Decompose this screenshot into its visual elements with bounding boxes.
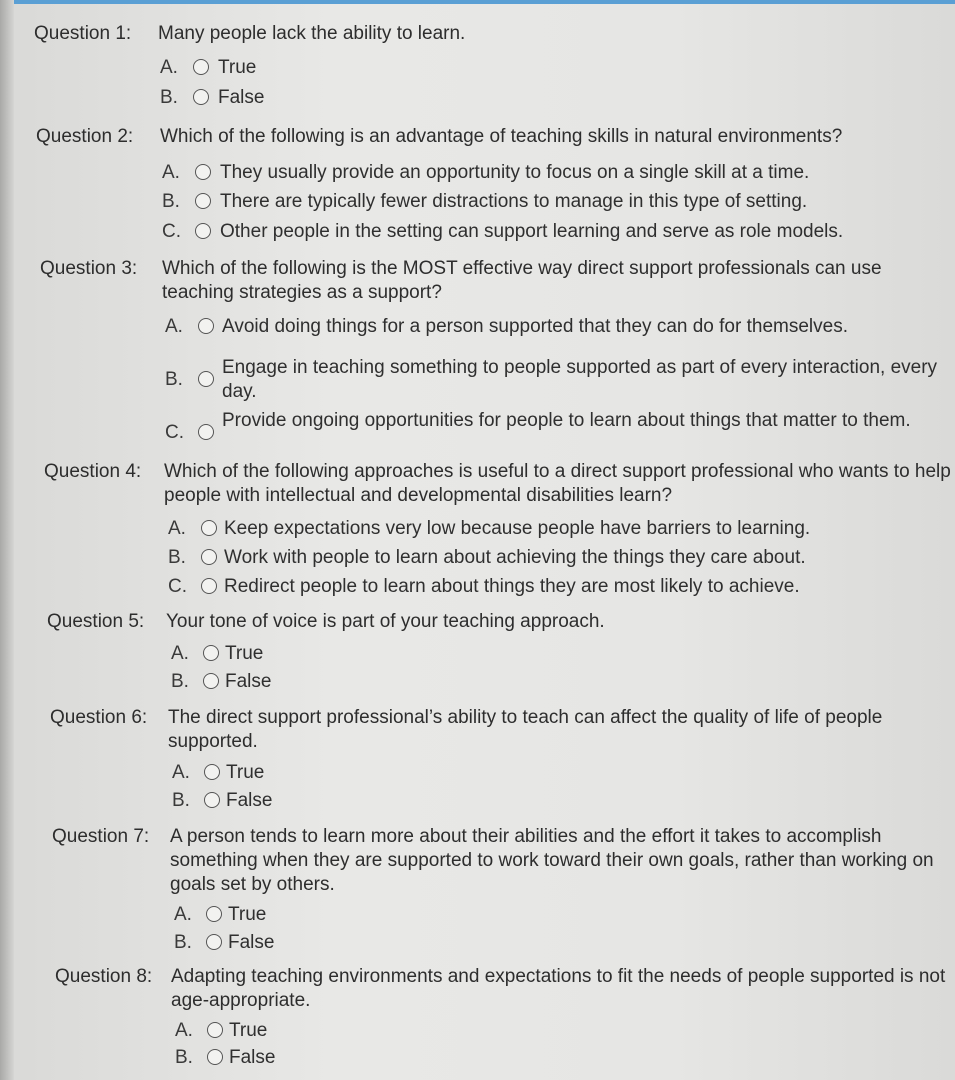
radio-button[interactable] <box>193 89 209 105</box>
answer-option-b[interactable] <box>175 1046 935 1070</box>
radio-button[interactable] <box>198 424 214 440</box>
option-letter: A. <box>160 57 178 78</box>
radio-button[interactable] <box>195 193 211 209</box>
option-letter: A. <box>162 162 180 183</box>
answer-option-a[interactable] <box>160 56 920 80</box>
radio-button[interactable] <box>198 318 214 334</box>
question-text: Your tone of voice is part of your teaching approach. <box>166 611 605 632</box>
option-letter: A. <box>168 518 186 539</box>
option-label: Work with people to learn about achieving the things they care about. <box>224 547 806 568</box>
radio-button[interactable] <box>207 1049 223 1065</box>
answer-option-a[interactable] <box>171 642 931 666</box>
radio-button[interactable] <box>201 520 217 536</box>
option-letter: B. <box>162 191 180 212</box>
option-letter: B. <box>172 790 190 811</box>
option-label: Other people in the setting can support learning and serve as role models. <box>220 221 844 242</box>
answer-option-c[interactable] <box>162 220 942 244</box>
option-label: Redirect people to learn about things they are most likely to achieve. <box>224 576 800 597</box>
top-accent-bar <box>0 0 955 4</box>
option-label: True <box>228 904 267 925</box>
answer-option-c[interactable] <box>168 575 948 599</box>
option-letter: A. <box>175 1020 193 1041</box>
radio-button[interactable] <box>203 645 219 661</box>
answer-option-b[interactable] <box>165 356 945 404</box>
question-text: Which of the following is the MOST effective way direct support professionals can use teaching strategies as a support? <box>162 258 882 303</box>
answer-option-b[interactable] <box>162 190 942 214</box>
answer-option-a[interactable] <box>174 903 934 927</box>
answer-option-b[interactable] <box>171 670 931 694</box>
option-label: Avoid doing things for a person supported that they can do for themselves. <box>222 316 848 337</box>
radio-button[interactable] <box>193 59 209 75</box>
question-number: Question 1: <box>34 23 132 44</box>
option-label: They usually provide an opportunity to focus on a single skill at a time. <box>220 162 810 183</box>
radio-button[interactable] <box>207 1022 223 1038</box>
option-label: Provide ongoing opportunities for people to learn about things that matter to them. <box>222 410 911 431</box>
question-text: The direct support professional’s ability to teach can affect the quality of life of people supported. <box>168 707 883 752</box>
option-letter: B. <box>174 932 192 953</box>
option-label: False <box>228 932 275 953</box>
radio-button[interactable] <box>206 934 222 950</box>
option-letter: C. <box>168 576 187 597</box>
option-letter: A. <box>171 643 189 664</box>
answer-option-b[interactable] <box>160 86 920 110</box>
answer-option-b[interactable] <box>168 546 948 570</box>
option-letter: B. <box>168 547 186 568</box>
question-text: A person tends to learn more about their abilities and the effort it takes to accomplish something when they are supported to work toward their own goals, rather than working on goals set by others. <box>170 826 934 895</box>
option-label: False <box>218 87 265 108</box>
option-label: Keep expectations very low because people have barriers to learning. <box>224 518 811 539</box>
question-text: Which of the following approaches is useful to a direct support professional who wants to help people with intellectual and developmental disabilities learn? <box>164 461 951 506</box>
answer-option-a[interactable] <box>168 517 948 541</box>
option-label: True <box>226 762 265 783</box>
radio-button[interactable] <box>204 764 220 780</box>
answer-option-c[interactable] <box>165 409 945 457</box>
question-number: Question 8: <box>55 966 153 987</box>
option-label: False <box>226 790 273 811</box>
option-letter: B. <box>160 87 178 108</box>
option-label: There are typically fewer distractions to manage in this type of setting. <box>220 191 808 212</box>
option-label: False <box>229 1047 276 1068</box>
answer-option-a[interactable] <box>165 315 945 339</box>
option-letter: C. <box>165 422 184 443</box>
question-number: Question 3: <box>40 258 138 279</box>
option-letter: C. <box>162 221 181 242</box>
option-letter: B. <box>171 671 189 692</box>
answer-option-a[interactable] <box>162 161 942 185</box>
option-label: True <box>218 57 257 78</box>
option-label: Engage in teaching something to people supported as part of every interaction, every day. <box>222 357 938 402</box>
option-letter: B. <box>165 369 183 390</box>
question-number: Question 2: <box>36 126 134 147</box>
question-text: Many people lack the ability to learn. <box>158 23 466 44</box>
radio-button[interactable] <box>201 578 217 594</box>
radio-button[interactable] <box>201 549 217 565</box>
radio-button[interactable] <box>195 223 211 239</box>
radio-button[interactable] <box>203 673 219 689</box>
question-number: Question 4: <box>44 461 142 482</box>
answer-option-b[interactable] <box>174 931 934 955</box>
question-number: Question 7: <box>52 826 150 847</box>
radio-button[interactable] <box>204 792 220 808</box>
option-label: False <box>225 671 272 692</box>
answer-option-b[interactable] <box>172 789 932 813</box>
radio-button[interactable] <box>195 164 211 180</box>
option-label: True <box>229 1020 268 1041</box>
option-label: True <box>225 643 264 664</box>
question-text: Adapting teaching environments and expectations to fit the needs of people supported is not age-appropriate. <box>171 966 946 1011</box>
radio-button[interactable] <box>206 906 222 922</box>
option-letter: A. <box>165 316 183 337</box>
answer-option-a[interactable] <box>175 1019 935 1043</box>
question-number: Question 6: <box>50 707 148 728</box>
radio-button[interactable] <box>198 371 214 387</box>
screen-edge <box>0 0 14 1080</box>
option-letter: B. <box>175 1047 193 1068</box>
answer-option-a[interactable] <box>172 761 932 785</box>
option-letter: A. <box>174 904 192 925</box>
question-text: Which of the following is an advantage of teaching skills in natural environments? <box>160 126 843 147</box>
question-number: Question 5: <box>47 611 145 632</box>
option-letter: A. <box>172 762 190 783</box>
